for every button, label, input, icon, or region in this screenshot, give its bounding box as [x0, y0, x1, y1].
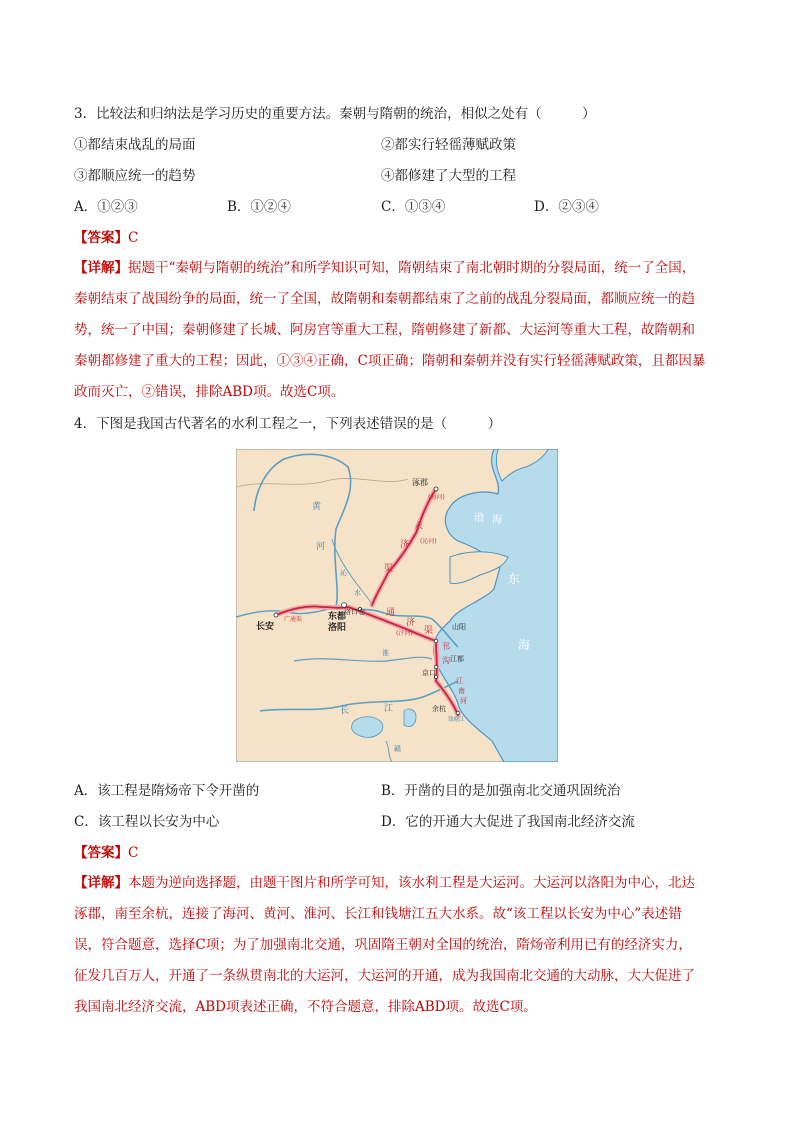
q3-detail-tag: 【详解】 — [74, 260, 128, 276]
q4-option-b: B．开凿的目的是加强南北交通巩固统治 — [381, 783, 621, 799]
q3-detail-line-3: 势，统一了中国；秦朝修建了长城、阿房宫等重大工程，隋朝修建了新都、大运河等重大工程，故隋朝和 — [74, 322, 695, 338]
label-yuhang: 余杭 — [432, 705, 446, 713]
q3-item-4: ④都修建了大型的工程 — [381, 168, 516, 184]
label-huang-2: 河 — [316, 542, 326, 552]
label-bohai-2: 海 — [492, 515, 502, 526]
label-haihe: (海河) — [428, 494, 445, 501]
label-zhuojun: 涿郡 — [412, 478, 428, 487]
label-yongji-2: 济 — [400, 540, 410, 550]
map-lake — [352, 717, 383, 738]
label-huang-1: 黄 — [312, 502, 322, 512]
label-hangou-2: 沟 — [442, 656, 450, 665]
map-lake — [404, 709, 416, 727]
label-dongdu: 东都 — [328, 612, 347, 622]
label-luoyang: 洛阳 — [328, 623, 347, 633]
q3-answer-value: C — [128, 230, 139, 246]
q3-option-d: D．②③④ — [534, 199, 599, 215]
label-dong: 东 — [508, 572, 521, 586]
label-jiangdu: 江都 — [450, 655, 464, 663]
q3-option-c: C．①③④ — [381, 199, 446, 215]
label-tongji-1: 通 — [386, 608, 396, 618]
label-guangtongqu: 广通渠 — [284, 616, 303, 623]
label-qin-1: 沁 — [340, 569, 347, 577]
q4-stem: 4．下图是我国古代著名的水利工程之一，下列表述错误的是（ ） — [74, 416, 502, 432]
label-weihe-note: (沁河) — [420, 538, 437, 545]
q3-option-a: A．①②③ — [74, 199, 138, 215]
q3-detail-line-1: 【详解】据题干“秦朝与隋朝的统治”和所学知识可知，隋朝结束了南北朝时期的分裂局面，统一了全国， — [74, 260, 696, 276]
label-jiangnanhe-3: 河 — [460, 697, 467, 705]
label-qin-2: 水 — [354, 589, 361, 597]
q4-detail-line-1: 【详解】本题为逆向选择题，由题干图片和所学可知，该水利工程是大运河。大运河以洛阳为中心，北达 — [74, 875, 695, 891]
q3-detail-line-5: 政而灭亡，②错误，排除ABD项。故选C项。 — [74, 384, 345, 400]
q4-option-c: C．该工程以长安为中心 — [74, 814, 220, 830]
label-jiangnanhe-1: 江 — [456, 677, 463, 685]
label-gan: 赣 — [394, 745, 401, 753]
label-qiantangjiang: 钱塘江 — [448, 717, 465, 723]
q3-detail-line-2: 秦朝结束了战国纷争的局面，统一了全国，故隋朝和秦朝都结束了之前的战乱分裂局面，都顺应统一的趋 — [74, 291, 695, 307]
label-tongji-note: (汴河) — [396, 630, 413, 637]
q3-answer-tag: 【答案】 — [74, 230, 128, 246]
q4-answer-tag: 【答案】 — [74, 845, 128, 861]
label-jiangnanhe-2: 南 — [458, 687, 465, 695]
grand-canal-map — [236, 449, 558, 762]
q3-item-2: ②都实行轻徭薄赋政策 — [381, 137, 516, 153]
q4-answer — [74, 843, 138, 863]
label-chang: 长 — [340, 706, 350, 716]
q4-option-d: D．它的开通大大促进了我国南北经济交流 — [381, 814, 635, 830]
q4-detail — [74, 868, 734, 1023]
q4-detail-line-5: 我国南北经济交流，ABD项表述正确，不符合题意，排除ABD项。故选C项。 — [74, 999, 537, 1015]
label-huai: 淮 — [382, 649, 389, 657]
label-hai: 海 — [518, 638, 531, 652]
label-jingkou: 京口 — [422, 669, 436, 677]
label-tongji-3: 渠 — [424, 626, 434, 636]
label-changan: 长安 — [256, 622, 275, 632]
q3-answer — [74, 228, 138, 248]
label-yongji-3: 渠 — [384, 564, 394, 574]
label-bohai-1: 渤 — [474, 513, 484, 524]
label-tongji-2: 济 — [406, 618, 416, 628]
q3-detail — [74, 253, 734, 408]
label-shanyang: 山阳 — [452, 623, 466, 631]
q4-option-a: A．该工程是隋炀帝下令开凿的 — [74, 783, 260, 799]
label-hangou-1: 邗 — [442, 642, 450, 651]
q3-detail-line-4: 秦朝都修建了重大的工程；因此，①③④正确，C项正确；隋朝和秦朝并没有实行轻徭薄赋政策，且都因暴 — [74, 353, 706, 369]
q3-item-1: ①都结束战乱的局面 — [74, 137, 196, 153]
q4-detail-tag: 【详解】 — [74, 875, 128, 891]
q3-stem: 3．比较法和归纳法是学习历史的重要方法。秦朝与隋朝的统治，相似之处有（ ） — [74, 106, 596, 122]
q3-option-b: B．①②④ — [227, 199, 291, 215]
q4-detail-line-4: 征发几百万人，开通了一条纵贯南北的大运河，大运河的开通，成为我国南北交通的大动脉，大大促进了 — [74, 968, 695, 984]
q4-detail-line-3: 误，符合题意，选择C项；为了加强南北交通，巩固隋王朝对全国的统治，隋炀帝利用已有的经济实力， — [74, 937, 692, 953]
q4-answer-value: C — [128, 845, 139, 861]
label-jiang: 江 — [384, 704, 394, 714]
label-yongji-1: 永 — [414, 522, 424, 532]
q4-detail-line-2: 涿郡，南至余杭，连接了海河、黄河、淮河、长江和钱塘江五大水系。故“该工程以长安为中心”表述错 — [74, 906, 682, 922]
label-luokoucang: 洛口仓 — [344, 608, 365, 616]
q3-item-3: ③都顺应统一的趋势 — [74, 168, 196, 184]
